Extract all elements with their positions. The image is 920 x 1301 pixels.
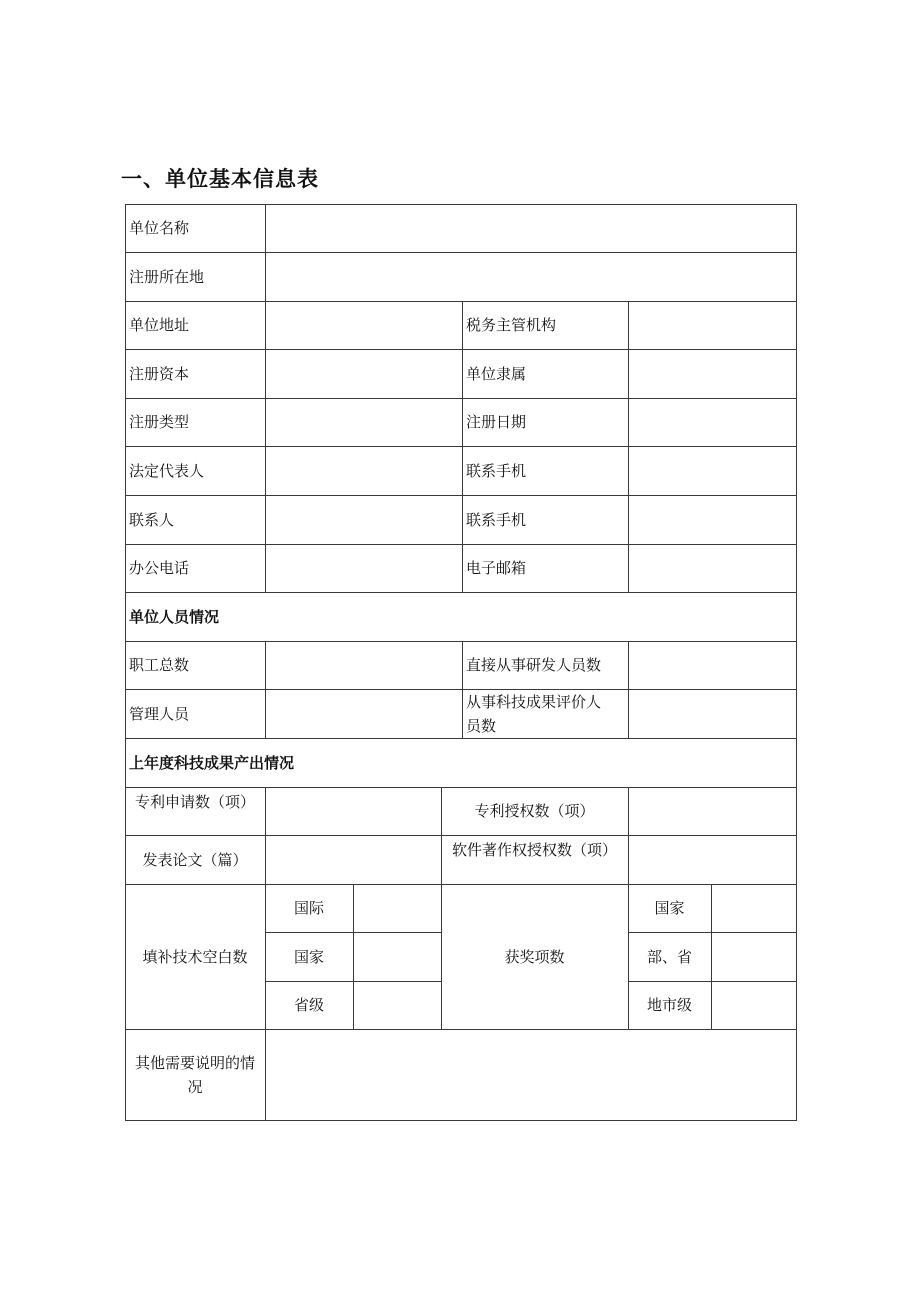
input-patent-grants[interactable] [629, 788, 796, 835]
label-gap-fill: 填补技术空白数 [142, 947, 248, 966]
label-email: 电子邮箱 [466, 559, 527, 577]
input-gap-provincial[interactable] [354, 982, 441, 1029]
input-unit-name[interactable] [266, 205, 796, 252]
label-legal-rep: 法定代表人 [129, 461, 205, 480]
input-gap-international[interactable] [354, 885, 441, 932]
label-gap-provincial: 省级 [293, 996, 324, 1014]
input-patent-apps[interactable] [266, 788, 441, 835]
label-award-city: 地市级 [646, 996, 692, 1014]
input-total-staff[interactable] [266, 642, 462, 689]
input-managers[interactable] [266, 690, 462, 738]
label-mobile-1: 联系手机 [466, 461, 527, 480]
input-gap-national[interactable] [354, 933, 441, 981]
label-reg-capital: 注册资本 [129, 364, 190, 383]
input-papers[interactable] [266, 836, 441, 884]
input-mobile-1[interactable] [629, 447, 796, 495]
input-legal-rep[interactable] [266, 447, 462, 495]
input-tax-authority[interactable] [629, 302, 796, 349]
input-rd-staff[interactable] [629, 642, 796, 689]
label-award-national: 国家 [654, 899, 685, 917]
label-contact: 联系人 [129, 510, 175, 529]
label-total-staff: 职工总数 [129, 656, 190, 674]
section-output-header: 上年度科技成果产出情况 [129, 753, 295, 772]
input-award-ministry[interactable] [712, 933, 796, 981]
input-software[interactable] [629, 836, 796, 884]
label-reg-type: 注册类型 [129, 413, 190, 431]
label-awards: 获奖项数 [504, 947, 565, 966]
label-eval-staff: 从事科技成果评价人员数 [466, 692, 602, 735]
label-affiliation: 单位隶属 [466, 364, 527, 383]
label-papers: 发表论文（篇） [142, 850, 248, 869]
input-email[interactable] [629, 545, 796, 592]
label-other: 其他需要说明的情况 [134, 1053, 255, 1096]
label-tax-authority: 税务主管机构 [466, 316, 557, 334]
input-mobile-2[interactable] [629, 496, 796, 544]
input-award-national[interactable] [712, 885, 796, 932]
input-other[interactable] [266, 1030, 796, 1120]
label-unit-name: 单位名称 [129, 219, 190, 237]
section-staff-header: 单位人员情况 [129, 607, 220, 626]
label-software: 软件著作权授权数（项） [451, 841, 617, 859]
label-reg-location: 注册所在地 [129, 267, 205, 286]
label-rd-staff: 直接从事研发人员数 [466, 656, 602, 674]
label-patent-apps: 专利申请数（项） [134, 793, 255, 811]
label-gap-national: 国家 [293, 947, 324, 966]
label-managers: 管理人员 [129, 704, 190, 723]
input-reg-type[interactable] [266, 399, 462, 446]
input-office-phone[interactable] [266, 545, 462, 592]
input-reg-location[interactable] [266, 253, 796, 301]
input-unit-address[interactable] [266, 302, 462, 349]
label-patent-grants: 专利授权数（项） [474, 802, 595, 820]
label-gap-international: 国际 [293, 899, 324, 917]
label-mobile-2: 联系手机 [466, 510, 527, 529]
label-office-phone: 办公电话 [129, 559, 190, 577]
input-contact[interactable] [266, 496, 462, 544]
input-reg-date[interactable] [629, 399, 796, 446]
label-award-ministry: 部、省 [646, 947, 692, 966]
input-affiliation[interactable] [629, 350, 796, 398]
label-reg-date: 注册日期 [466, 413, 527, 431]
label-unit-address: 单位地址 [129, 316, 190, 334]
input-award-city[interactable] [712, 982, 796, 1029]
input-eval-staff[interactable] [629, 690, 796, 738]
input-reg-capital[interactable] [266, 350, 462, 398]
page-title: 一、单位基本信息表 [121, 167, 319, 191]
